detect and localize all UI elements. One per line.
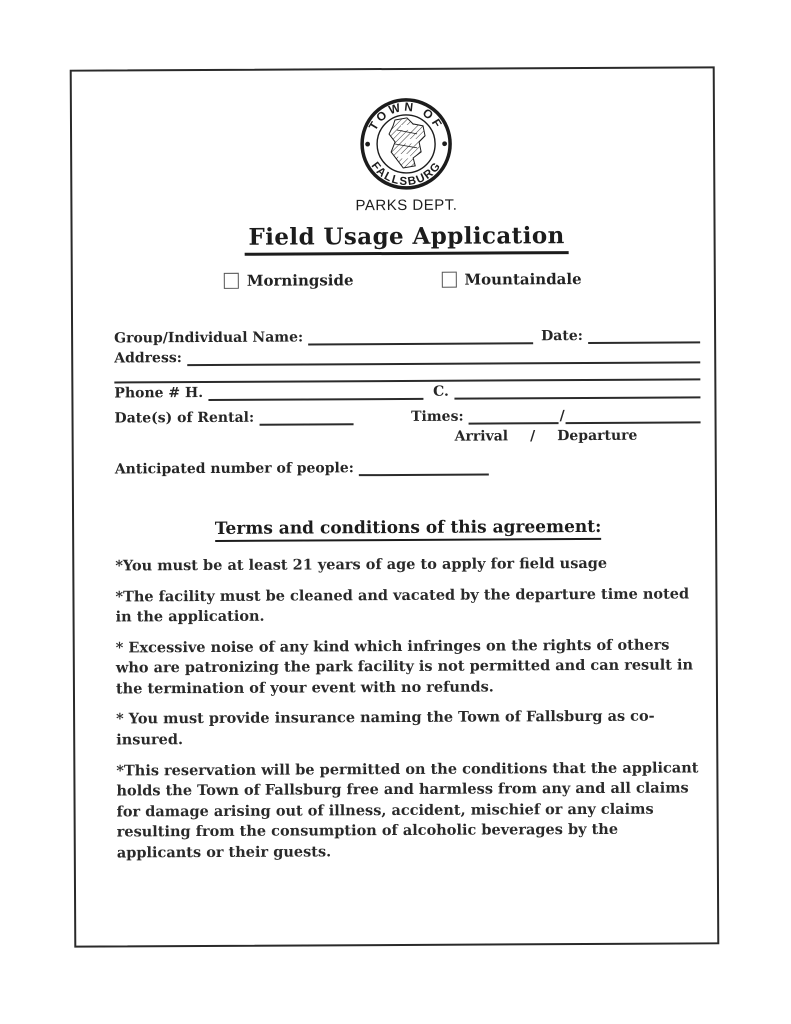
location-options	[224, 269, 700, 289]
times-arrival-line[interactable]	[469, 409, 559, 424]
seal-left-dot-icon	[365, 142, 370, 147]
document-page	[70, 66, 720, 947]
caption-separator: /	[530, 428, 536, 445]
town-seal-graphic	[351, 96, 462, 193]
parks-dept-label: PARKS DEPT.	[355, 196, 458, 215]
address-line-2[interactable]	[114, 367, 700, 383]
group-name-line[interactable]	[308, 329, 533, 345]
page-title: Field Usage Application	[244, 222, 568, 256]
application-form	[114, 327, 701, 477]
checkbox-mountaindale[interactable]	[441, 272, 456, 288]
people-line[interactable]	[359, 461, 489, 477]
term-item-age: *You must be at least 21 years of age to apply for field usage	[115, 554, 608, 575]
date-label: Date:	[541, 328, 583, 345]
arrival-caption: Arrival	[454, 428, 509, 445]
term-item-noise: * Excessive noise of any kind which infringes on the rights of others who are patronizing the park facility is not permitted and can result in the termination of your event with no refunds.	[115, 636, 694, 698]
rental-dates-line[interactable]	[259, 410, 353, 425]
location-option-morningside[interactable]	[224, 271, 354, 290]
phone-home-line[interactable]	[208, 385, 423, 401]
seal-right-dot-icon	[442, 141, 447, 146]
group-name-label: Group/Individual Name:	[114, 329, 304, 347]
rental-dates-label: Date(s) of Rental:	[114, 409, 255, 427]
location-option-mountaindale[interactable]	[441, 270, 581, 289]
terms-heading: Terms and conditions of this agreement:	[215, 517, 602, 542]
town-seal	[113, 94, 700, 215]
phone-row	[114, 382, 700, 401]
town-map-icon	[389, 118, 425, 168]
phone-cell-label: C.	[433, 383, 449, 400]
times-caption-row	[455, 427, 701, 444]
seal-top-text: TOWN OF	[365, 99, 447, 133]
checkbox-mountaindale-label: Mountaindale	[464, 270, 582, 289]
seal-bottom-text: FALLSBURG	[368, 159, 444, 189]
name-date-row	[114, 327, 700, 346]
date-line[interactable]	[588, 328, 700, 344]
address-row	[114, 347, 700, 366]
address-label: Address:	[114, 350, 182, 367]
rental-times-row	[114, 407, 700, 426]
checkbox-morningside[interactable]	[224, 273, 239, 289]
phone-cell-line[interactable]	[454, 383, 701, 399]
people-label: Anticipated number of people:	[114, 460, 354, 478]
term-item-liability: *This reservation will be permitted on the conditions that the applicant holds the Town of Fallsburg free and harmless from any and all claims for damage arising out of illness, accident, mischief or any claims resulting from the consumption of alcoholic beverages by the applicants or their guests.	[116, 759, 699, 862]
people-row	[115, 458, 701, 477]
address-line[interactable]	[187, 348, 700, 366]
times-label: Times:	[411, 408, 464, 425]
term-item-cleaning: *The facility must be cleaned and vacated by the departure time noted in the application.	[115, 585, 690, 626]
term-item-insurance: * You must provide insurance naming the Town of Fallsburg as co-insured.	[116, 708, 655, 749]
times-departure-line[interactable]	[566, 408, 701, 424]
times-separator: /	[559, 408, 565, 425]
departure-caption: Departure	[557, 427, 638, 445]
checkbox-morningside-label: Morningside	[246, 271, 354, 290]
terms-list	[115, 553, 703, 864]
phone-home-label: Phone # H.	[114, 385, 204, 402]
